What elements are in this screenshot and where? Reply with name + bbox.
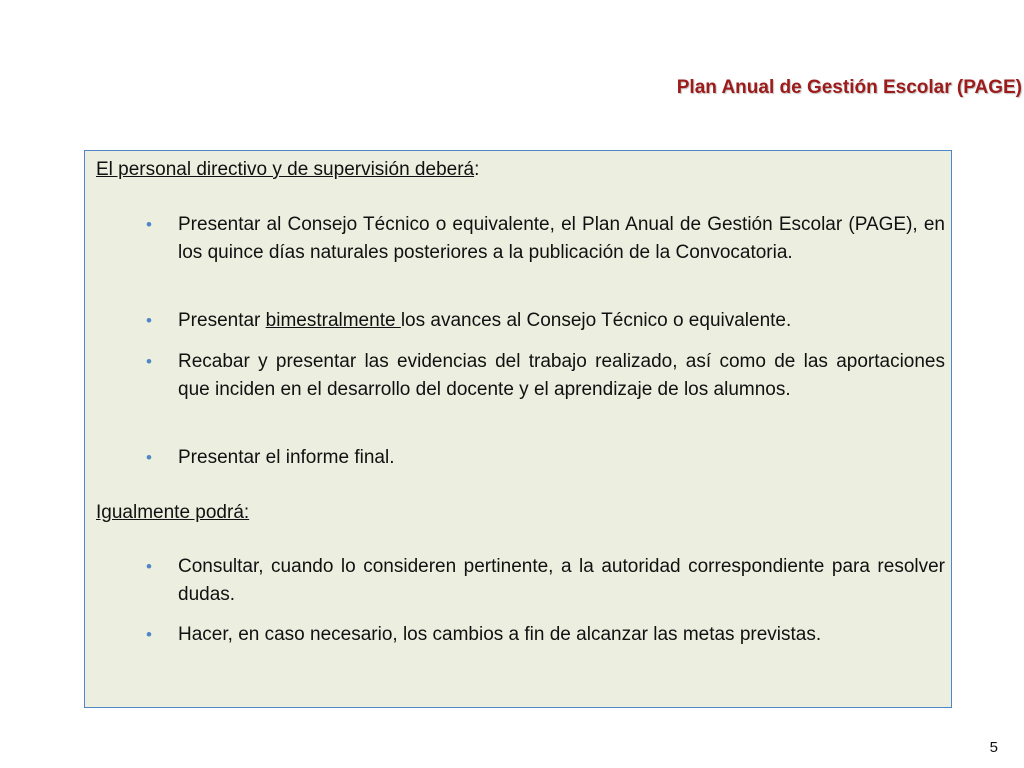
- section-heading-igualmente: Igualmente podrá:: [96, 502, 250, 523]
- bullet-dot: •: [146, 311, 152, 330]
- bullet-dot: •: [146, 625, 152, 644]
- bullet-text-underlined: bimestralmente: [265, 310, 401, 331]
- bullet-dot: •: [146, 352, 152, 371]
- bullet-text: Hacer, en caso necesario, los cambios a fin de alcanzar las metas previstas.: [178, 624, 822, 645]
- section-heading-directivo-colon: :: [474, 159, 480, 180]
- bullet-dot: •: [146, 215, 152, 234]
- bullet-item-consultar: [146, 553, 945, 608]
- page-number: 5: [989, 739, 998, 756]
- section-heading-directivo: [96, 158, 479, 182]
- bullet-item-presentar-consejo: [146, 211, 945, 266]
- bullet-text: Presentar al Consejo Técnico o equivalente, el Plan Anual de Gestión Escolar (PAGE), en los quince días naturales posteriores a la publicación de la Convocatoria.: [178, 214, 945, 263]
- bullet-item-hacer-cambios: [146, 621, 945, 649]
- bullet-item-presentar-bimestral: [146, 307, 945, 335]
- bullet-text: Presentar el informe final.: [178, 447, 395, 468]
- bullet-text: Recabar y presentar las evidencias del trabajo realizado, así como de las aportaciones que inciden en el desarrollo del docente y el aprendizaje de los alumnos.: [178, 351, 945, 400]
- bullet-text-suffix: los avances al Consejo Técnico o equivalente.: [400, 310, 792, 331]
- bullet-item-informe-final: [146, 444, 945, 472]
- section-heading-directivo-text: El personal directivo y de supervisión deberá: [96, 159, 475, 180]
- slide-title: Plan Anual de Gestión Escolar (PAGE): [676, 77, 1022, 98]
- bullet-dot: •: [146, 448, 152, 467]
- bullet-text: Consultar, cuando lo consideren pertinente, a la autoridad correspondiente para resolver dudas.: [178, 556, 945, 605]
- bullet-dot: •: [146, 557, 152, 576]
- content-box: [84, 150, 952, 708]
- bullet-text-prefix: Presentar: [178, 310, 266, 331]
- bullet-item-recabar-evidencias: [146, 348, 945, 403]
